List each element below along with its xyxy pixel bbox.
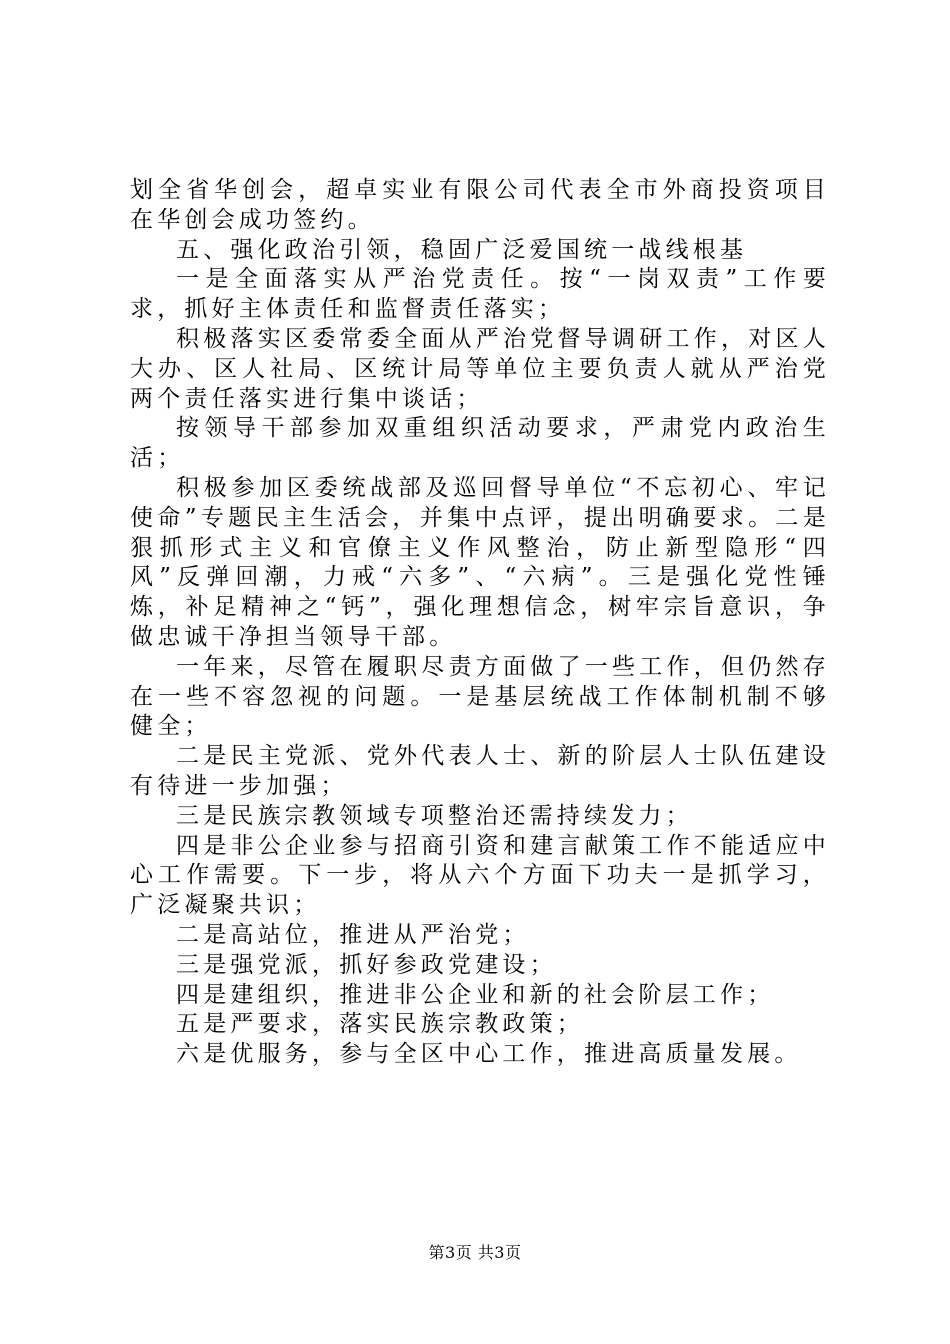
paragraph: 三是民族宗教领域专项整治还需持续发力； bbox=[176, 802, 693, 829]
page-number-footer: 第3页 共3页 bbox=[428, 1243, 522, 1262]
paragraph: 一是全面落实从严治党责任。按“一岗双责”工作要求，抓好主体责任和监督责任落实； bbox=[130, 266, 830, 323]
paragraph: 四是非公企业参与招商引资和建言献策工作不能适应中心工作需要。下一步，将从六个方面下功夫一是抓学习，广泛凝聚共识； bbox=[130, 832, 830, 919]
list-item: 三是强党派，抓好参政党建设； bbox=[176, 951, 557, 978]
paragraph: 积极落实区委常委全面从严治党督导调研工作，对区人大办、区人社局、区统计局等单位主要负责人就从严治党两个责任落实进行集中谈话； bbox=[130, 325, 830, 412]
list-item: 二是高站位，推进从严治党； bbox=[176, 921, 530, 948]
section-heading: 五、强化政治引领，稳固广泛爱国统一战线根基 bbox=[176, 236, 748, 263]
paragraph: 一年来，尽管在履职尽责方面做了一些工作，但仍然存在一些不容忽视的问题。一是基层统战工作体制机制不够健全； bbox=[130, 653, 830, 740]
paragraph: 二是民主党派、党外代表人士、新的阶层人士队伍建设有待进一步加强； bbox=[130, 743, 830, 799]
paragraph: 划全省华创会，超卓实业有限公司代表全市外商投资项目在华创会成功签约。 bbox=[130, 177, 830, 233]
list-item: 四是建组织，推进非公企业和新的社会阶层工作； bbox=[176, 981, 775, 1008]
document-body bbox=[130, 176, 830, 1070]
list-item: 五是严要求，落实民族宗教政策； bbox=[176, 1011, 584, 1038]
paragraph: 积极参加区委统战部及巡回督导单位“不忘初心、牢记使命”专题民主生活会，并集中点评，提出明确要求。二是狠抓形式主义和官僚主义作风整治，防止新型隐形“四风”反弹回潮，力戒“六多”、“六病”。三是强化党性锤炼，补足精神之“钙”，强化理想信念，树牢宗旨意识，争做忠诚干净担当领导干部。 bbox=[130, 474, 830, 650]
list-item: 六是优服务，参与全区中心工作，推进高质量发展。 bbox=[176, 1041, 802, 1068]
paragraph: 按领导干部参加双重组织活动要求，严肃党内政治生活； bbox=[130, 415, 830, 472]
